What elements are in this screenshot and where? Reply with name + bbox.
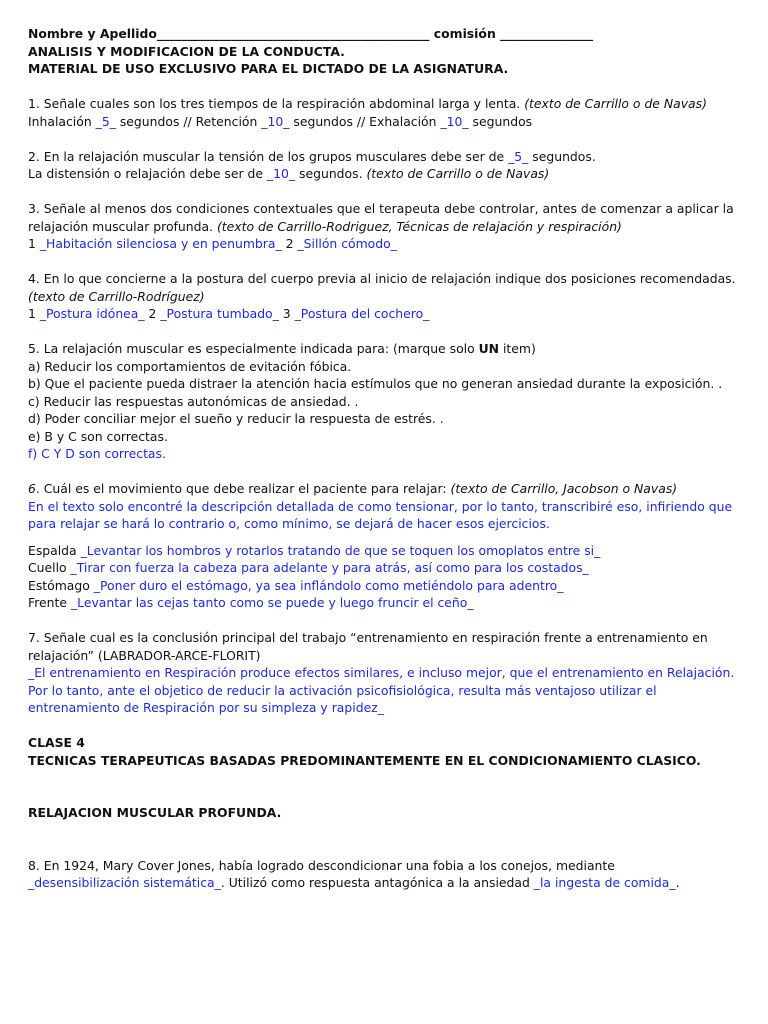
frente-label: Frente — [28, 595, 71, 610]
question-3 — [28, 200, 738, 235]
topic-heading: RELAJACION MUSCULAR PROFUNDA. — [28, 805, 282, 820]
question-6-source: (texto de Carrillo, Jacobson o Navas) — [450, 481, 678, 496]
question-2-text: 2. En la relajación muscular la tensión de los grupos musculares debe ser de — [28, 148, 509, 164]
commission-label: comisión — [433, 26, 496, 41]
answer-6-espalda — [28, 542, 738, 560]
question-1-text: 1. Señale cuales son los tres tiempos de la respiración abdominal larga y lenta. — [28, 96, 525, 111]
class-title: TECNICAS TERAPEUTICAS BASADAS PREDOMINANTEMENTE EN EL CONDICIONAMIENTO CLASICO. — [28, 752, 701, 768]
answer-4-num-2: 2 — [144, 306, 161, 321]
question-2-end-2: segundos. — [295, 166, 367, 181]
answer-6-cuello — [28, 559, 738, 577]
option-b: b) Que el paciente pueda distraer la atención hacia estímulos que no generan ansiedad durante la exposición. . — [28, 376, 723, 391]
question-2 — [28, 148, 738, 166]
inhalacion-label: Inhalación — [28, 113, 96, 129]
frente-answer: _Levantar las cejas tanto como se puede y luego fruncir el ceño_ — [70, 595, 474, 610]
question-2-value-1: _5_ — [508, 148, 529, 164]
answer-6-frente — [28, 594, 738, 612]
answer-3-item-1: _Habitación silenciosa y en penumbra_ — [39, 236, 282, 251]
option-f-selected: f) C Y D son correctas. — [28, 446, 166, 461]
question-5-text-end: item) — [499, 341, 536, 356]
option-a: a) Reducir los comportamientos de evitación fóbica. — [28, 358, 352, 374]
option-c: c) Reducir las respuestas autonómicas de ansiedad. . — [28, 393, 359, 409]
segundos-label: segundos — [468, 113, 533, 129]
estomago-label: Estómago — [28, 577, 94, 593]
document-page — [28, 25, 738, 892]
question-6-note: En el texto solo encontré la descripción detallada de como tensionar, por lo tanto, transcribiré eso, infiriendo que para relajar se hará lo contrario o, como mínimo, se dejará de hacer esos ejercicios. — [28, 498, 733, 531]
option-d: d) Poder conciliar mejor el sueño y reducir la respuesta de estrés. . — [28, 411, 444, 426]
exhalacion-label: segundos // Exhalación — [289, 113, 441, 129]
question-7: 7. Señale cual es la conclusión principal del trabajo “entrenamiento en respiración frente a entrenamiento en relajación” (LABRADOR-ARCE-FLORIT) — [28, 630, 708, 663]
question-2-end-1: segundos. — [528, 148, 596, 164]
answer-4-num-3: 3 — [278, 306, 295, 321]
question-2-line-2 — [28, 165, 738, 183]
question-1 — [28, 95, 738, 113]
answer-3 — [28, 235, 738, 253]
question-2-text-2: La distensión o relajación debe ser de — [28, 166, 267, 181]
exhalacion-value: _10_ — [440, 113, 469, 129]
answer-8-end: . — [675, 875, 680, 890]
option-e: e) B y C son correctas. — [28, 428, 168, 444]
cuello-answer: _Tirar con fuerza la cabeza para adelante y para atrás, así como para los costados_ — [70, 560, 589, 575]
name-label: Nombre y Apellido — [28, 26, 157, 41]
answer-8-item-1: _desensibilización sistemática_ — [28, 875, 221, 890]
question-4-source: (texto de Carrillo-Rodríguez) — [28, 288, 205, 304]
question-3-source: (texto de Carrillo-Rodriguez, Técnicas de relajación y respiración) — [216, 218, 622, 234]
question-4 — [28, 270, 738, 305]
retencion-label: segundos // Retención — [115, 113, 262, 129]
cuello-label: Cuello — [28, 560, 71, 575]
document-title: ANALISIS Y MODIFICACION DE LA CONDUCTA. — [28, 43, 345, 59]
name-blank: ____________________________________________ — [156, 26, 430, 41]
answer-3-num-2: 2 — [281, 236, 298, 251]
answer-4-num-1: 1 — [28, 306, 40, 321]
espalda-label: Espalda — [28, 542, 81, 558]
question-8: 8. En 1924, Mary Cover Jones, había logrado descondicionar una fobia a los conejos, mediante — [28, 857, 615, 873]
answer-4-item-2: _Postura tumbado_ — [160, 306, 279, 321]
question-5-text: 5. La relajación muscular es especialmente indicada para: (marque solo — [28, 341, 479, 356]
commission-blank: _______________ — [500, 26, 594, 41]
answer-3-item-2: _Sillón cómodo_ — [297, 236, 397, 251]
question-1-source: (texto de Carrillo o de Navas) — [524, 96, 707, 111]
header-name-line — [28, 25, 738, 43]
answer-4 — [28, 305, 738, 323]
estomago-answer: _Poner duro el estómago, ya sea inflándolo como metiéndolo para adentro_ — [93, 577, 564, 593]
question-2-value-2: _10_ — [266, 166, 296, 181]
answer-4-item-3: _Postura del cochero_ — [294, 306, 430, 321]
question-5-emphasis: UN — [478, 341, 500, 356]
answer-7: _El entrenamiento en Respiración produce efectos similares, e incluso mejor, que el entrenamiento en Relajación. Por lo tanto, ante el objetico de reducir la activación psicofisiológica, resulta más ventajoso utilizar el entrenamiento de Respiración por su simpleza y rapidez_ — [28, 665, 735, 715]
document-subtitle: MATERIAL DE USO EXCLUSIVO PARA EL DICTADO DE LA ASIGNATURA. — [28, 61, 509, 76]
answer-3-num-1: 1 — [28, 236, 40, 251]
question-6-number: 6 — [28, 481, 36, 496]
answer-1 — [28, 113, 738, 131]
answer-8-item-2: _la ingesta de comida_ — [533, 875, 676, 890]
espalda-answer: _Levantar los hombros y rotarlos tratando de que se toquen los omoplatos entre si_ — [80, 542, 601, 558]
answer-8-mid: . Utilizó como respuesta antagónica a la ansiedad — [220, 875, 534, 890]
answer-8 — [28, 874, 738, 892]
retencion-value: _10_ — [261, 113, 290, 129]
class-label: CLASE 4 — [28, 735, 85, 750]
question-2-source: (texto de Carrillo o de Navas) — [366, 166, 550, 181]
question-4-text: 4. En lo que concierne a la postura del cuerpo previa al inicio de relajación indique dos posiciones recomendadas. — [28, 271, 736, 286]
answer-4-item-1: _Postura idónea_ — [39, 306, 145, 321]
question-6 — [28, 480, 738, 498]
question-5 — [28, 340, 738, 358]
question-3-text: 3. Señale al menos dos condiciones contextuales que el terapeuta debe controlar, antes de comenzar a aplicar la relajación muscular profunda. — [28, 201, 734, 234]
answer-6-estomago — [28, 577, 738, 595]
inhalacion-value: _5_ — [95, 113, 116, 129]
question-6-text: . Cuál es el movimiento que debe realizar el paciente para relajar: — [35, 481, 451, 496]
